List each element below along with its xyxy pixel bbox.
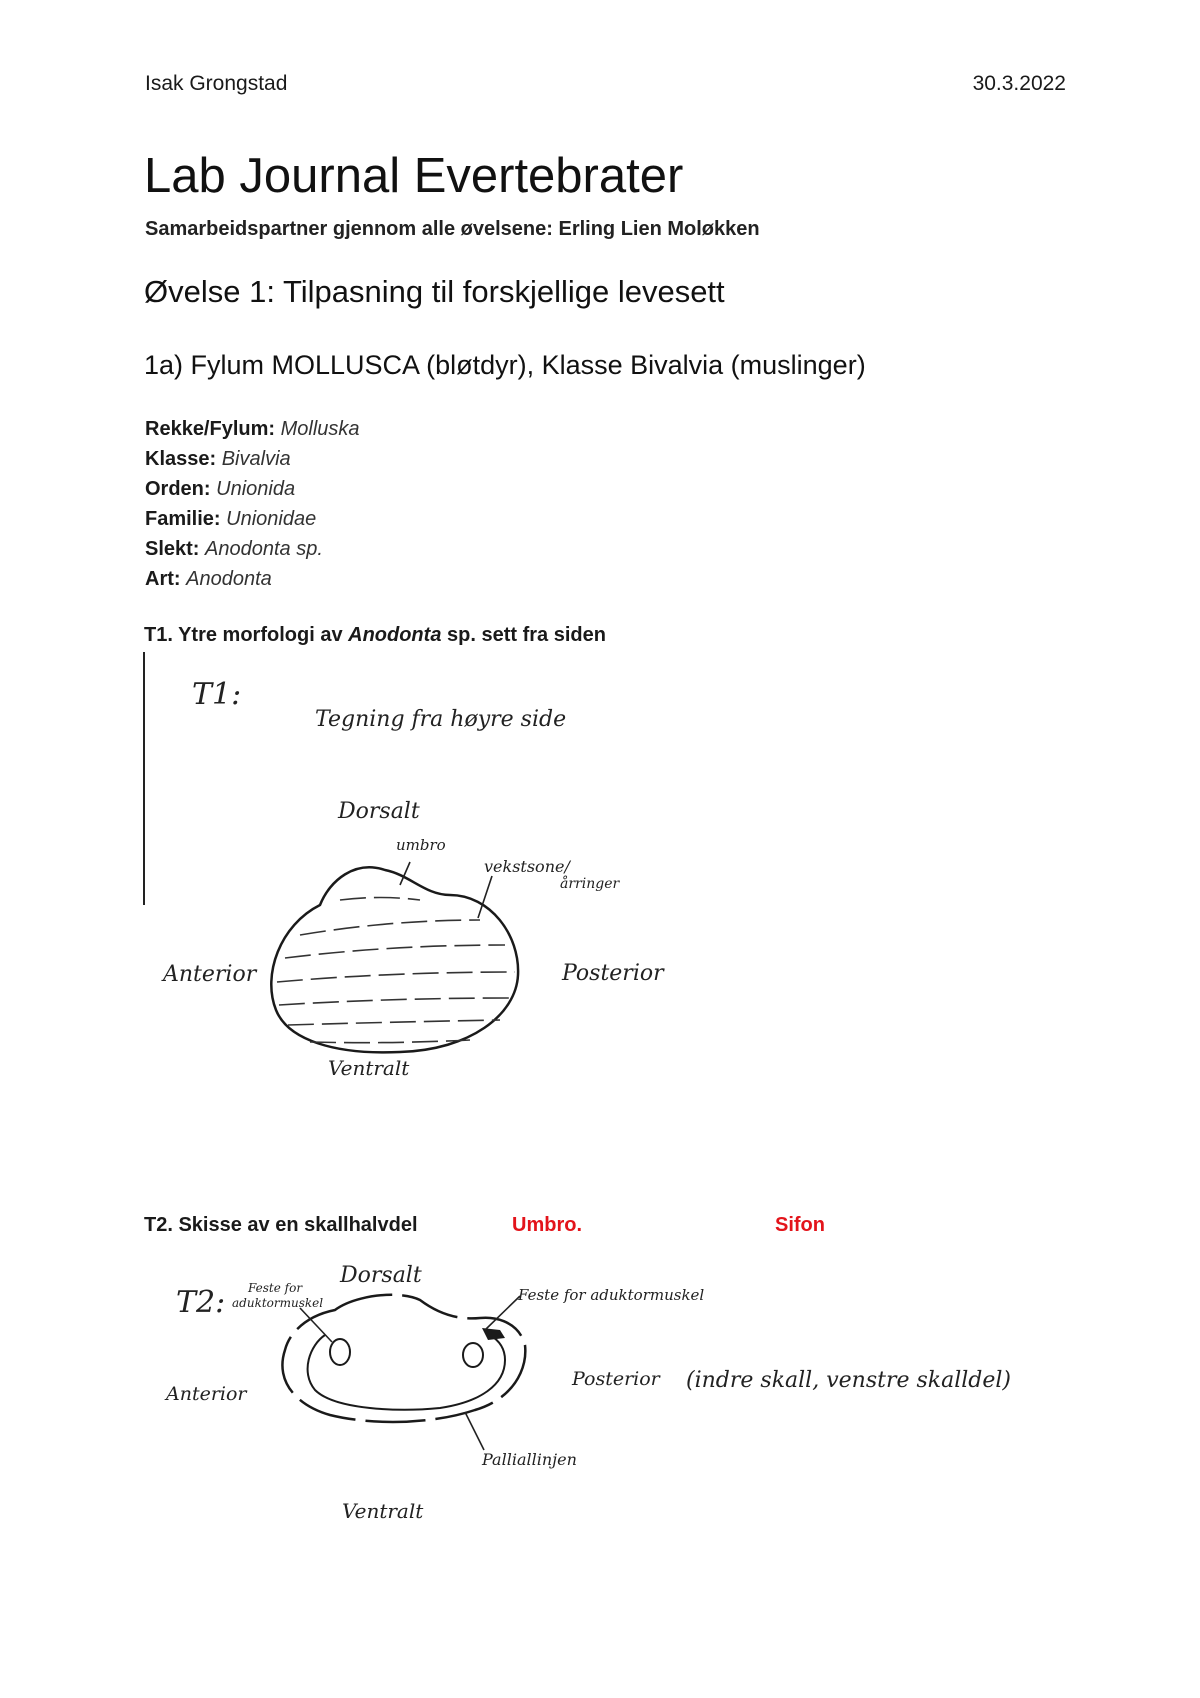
author-name: Isak Grongstad <box>145 72 288 95</box>
t2-front-muscle-label-1: Feste for <box>248 1281 303 1295</box>
taxonomy-label: Klasse: <box>145 448 217 470</box>
taxonomy-value: Unionida <box>216 478 296 500</box>
t2-back-muscle-label: Feste for aduktormuskel <box>518 1286 705 1304</box>
t2-pallial-pointer <box>465 1412 484 1450</box>
exercise-heading: Øvelse 1: Tilpasning til forskjellige levesett <box>144 274 725 309</box>
t1-growth-label-2: årringer <box>560 876 620 892</box>
t2-back-muscle-pointer <box>485 1296 520 1330</box>
taxonomy-value: Molluska <box>280 418 360 440</box>
document-date: 30.3.2022 <box>972 72 1066 95</box>
t2-note: (indre skall, venstre skalldel) <box>686 1368 1012 1393</box>
t1-posterior-label: Posterior <box>562 961 664 986</box>
taxonomy-label: Rekke/Fylum: <box>145 418 276 440</box>
taxonomy-value: Anodonta sp. <box>205 538 323 560</box>
t2-ventral-label: Ventralt <box>342 1499 424 1523</box>
t2-tag: T2: <box>176 1285 226 1320</box>
t1-subtitle: Tegning fra høyre side <box>315 707 567 732</box>
taxonomy-value: Unionidae <box>226 508 317 530</box>
taxonomy-label: Familie: <box>145 508 221 530</box>
t2-dorsal-label: Dorsalt <box>340 1263 422 1288</box>
t2-front-muscle-scar <box>330 1339 350 1365</box>
t2-pallial-line <box>308 1335 505 1410</box>
t1-ventral-label: Ventralt <box>328 1056 410 1080</box>
sifon-red-label: Sifon <box>775 1214 825 1236</box>
section-heading: 1a) Fylum MOLLUSCA (bløtdyr), Klasse Bivalvia (muslinger) <box>144 350 866 380</box>
umbro-red-label: Umbro. <box>512 1214 582 1236</box>
t2-caption: T2. Skisse av en skallhalvdel <box>144 1214 418 1236</box>
t1-anterior-label: Anterior <box>163 962 257 987</box>
t1-caption-genus: Anodonta <box>348 624 442 646</box>
t2-posterior-label: Posterior <box>572 1368 660 1390</box>
taxonomy-value: Anodonta <box>186 568 272 590</box>
t2-back-muscle-scar <box>463 1343 483 1367</box>
lab-partner: Samarbeidspartner gjennom alle øvelsene: Erling Lien Moløkken <box>145 218 760 240</box>
t1-growth-label-1: vekstsone/ <box>484 857 570 876</box>
t1-umbro-label: umbro <box>396 836 446 854</box>
t1-caption-suffix: sp. sett fra siden <box>441 624 606 646</box>
t1-caption-prefix: T1. Ytre morfologi av <box>144 624 349 646</box>
taxonomy-label: Art: <box>145 568 181 590</box>
taxonomy-label: Orden: <box>145 478 211 500</box>
t1-tag: T1: <box>192 677 242 712</box>
taxonomy-value: Bivalvia <box>221 448 291 470</box>
t2-front-muscle-label-2: aduktormuskel <box>232 1296 324 1310</box>
t2-shell-outline <box>282 1295 525 1422</box>
t1-dorsal-label: Dorsalt <box>338 799 420 824</box>
t2-pallial-label: Palliallinjen <box>482 1450 577 1469</box>
document-title: Lab Journal Evertebrater <box>144 149 684 203</box>
taxonomy-label: Slekt: <box>145 538 200 560</box>
t2-anterior-label: Anterior <box>166 1383 247 1405</box>
